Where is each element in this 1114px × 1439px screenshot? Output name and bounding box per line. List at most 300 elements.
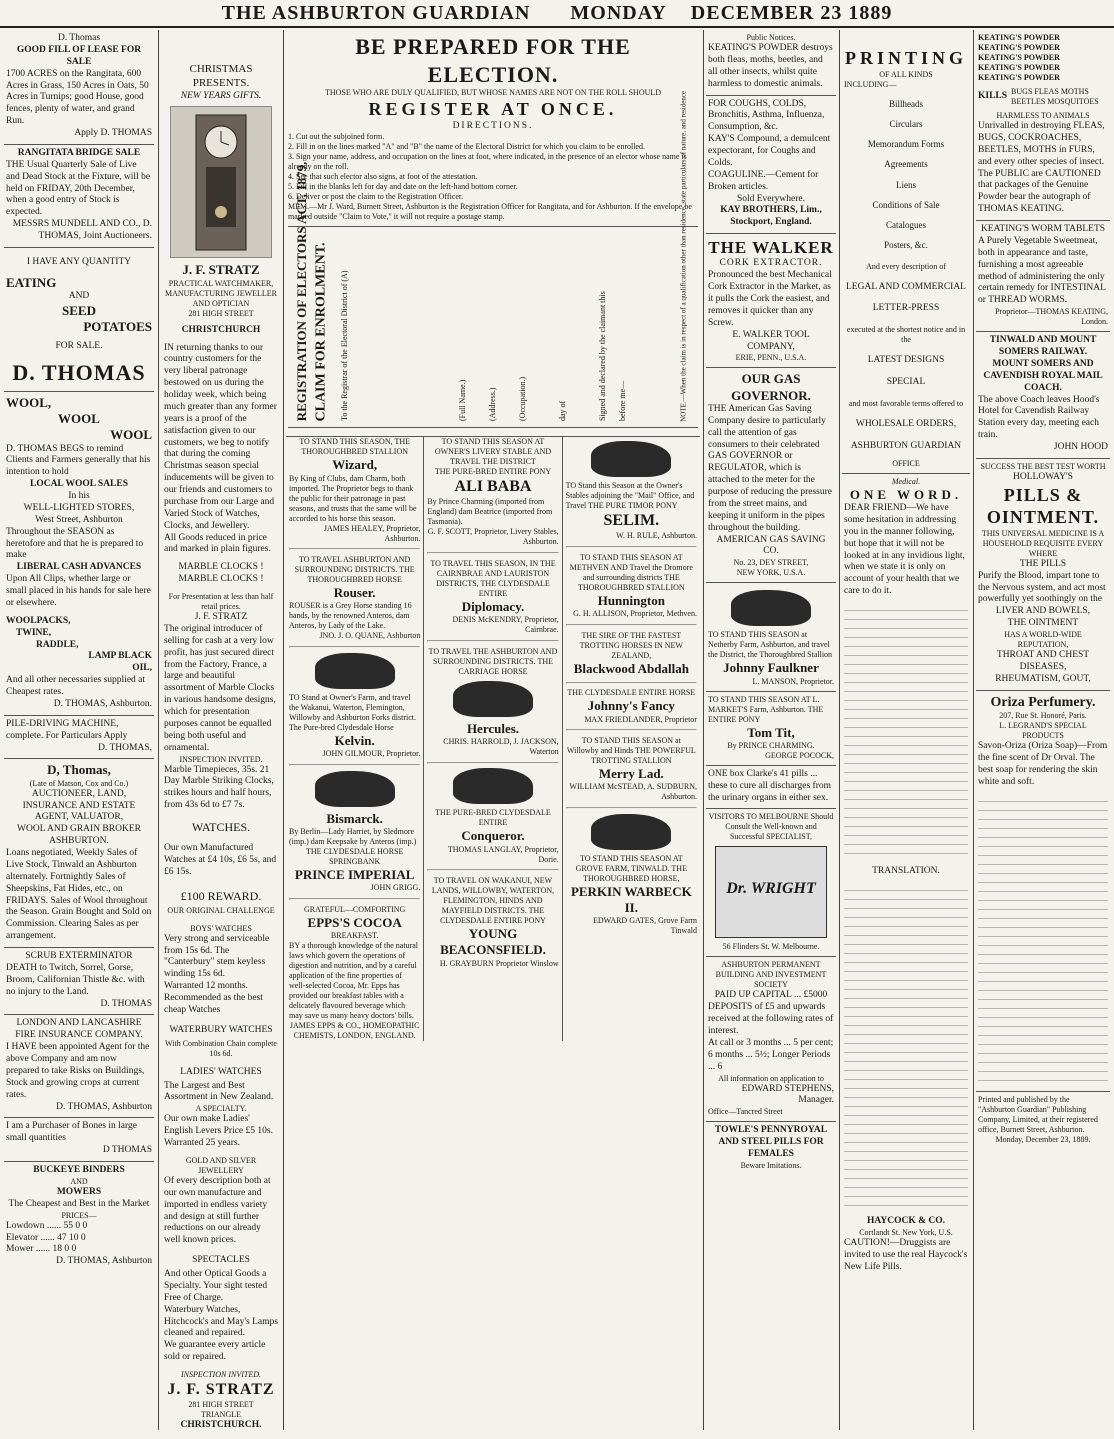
form-field-label: (Full Name.)	[458, 380, 467, 422]
ad-text: BUGS FLEAS MOTHS BEETLES MOSQUITOES	[1011, 87, 1099, 106]
ad-sign: D. THOMAS, Ashburton.	[53, 698, 152, 709]
ad-header: TO TRAVEL ASHBURTON AND SURROUNDING DISTRICTS. THE THOROUGHBRED HORSE	[294, 555, 415, 585]
ad-text: AUCTIONEER, LAND, INSURANCE AND ESTATE AGENT, VALUATOR,	[22, 788, 136, 823]
cork-extractor-ad	[706, 234, 836, 368]
ad-body: The original introducer of selling for cash at a very low profit, has just secured direct from the Factory, France, a large and beautiful assortment of Marble Clocks in various handsome designs, which for presentation purposes cannot be equalled being both useful and ornamental.	[164, 623, 276, 753]
ad-body: Warranted 12 months. Recommended as the best cheap Watches	[164, 981, 263, 1015]
ad-header: TO STAND THIS SEASON AT GROVE FARM, TINWALD. THE THOROUGHBRED HORSE,	[575, 853, 687, 883]
ad-title: TOWLE'S PENNYROYAL AND STEEL PILLS FOR FEMALES	[714, 1125, 828, 1159]
ad-body: Purify the Blood, impart tone to the Nervous system, and act most powerfully yet soothingly on the	[978, 570, 1106, 605]
ad-title: ASHBURTON PERMANENT BUILDING AND INVESTMENT SOCIETY	[715, 960, 827, 990]
horse-name: SELIM.	[603, 512, 660, 530]
ad-header: TO STAND THIS SEASON AT L. MARKET'S Farm, Ashburton. THE ENTIRE PONY	[708, 694, 824, 724]
direction-item: 4. See that such elector also signs, at foot of the attestation.	[288, 172, 478, 182]
price-line: Elevator ...... 47 10 0	[6, 1232, 86, 1243]
haycock-ad	[842, 474, 970, 1278]
ad-subtitle: CORK EXTRACTOR.	[719, 258, 823, 269]
scrub-ad	[4, 948, 154, 1015]
ad-word: FOR SALE.	[55, 341, 103, 352]
ad-text: HARMLESS TO ANIMALS	[996, 111, 1090, 120]
ad-name: J. F. STRATZ	[194, 612, 248, 622]
potatoes-ad	[4, 248, 154, 392]
ad-sign: Apply D. THOMAS	[74, 128, 152, 138]
ad-text: OFFICE	[892, 458, 920, 468]
ad-body: All Goods reduced in price and marked in plain figures.	[164, 532, 271, 555]
ad-sign: WILLIAM McSTEAD, A. SUDBURN, Ashburton.	[569, 782, 697, 802]
bones-ad	[4, 1118, 154, 1162]
ad-text: Throughout the SEASON as heretofore and that he is prepared to make	[6, 526, 144, 561]
horse-name: Rouser.	[333, 585, 376, 601]
tomtit-ad	[706, 692, 836, 766]
ad-sign: Proprietor—THOMAS KEATING, London.	[995, 307, 1108, 327]
printing-ad	[842, 30, 970, 474]
ad-body: COAGULINE.—Cement for Broken articles.	[708, 169, 819, 192]
ad-body: ONE box Clarke's 41 pills ... these to cure all discharges from the urinary organs in either sex.	[708, 768, 832, 803]
dense-text-block	[978, 793, 1108, 1083]
building-society-ad	[706, 957, 836, 1122]
doctor-logo	[715, 846, 827, 938]
ad-header: TO STAND THIS SEASON AT OWNER'S LIVERY STABLE AND TRAVEL THE DISTRICT	[434, 437, 552, 467]
ad-body: Upon All Clips, whether large or small placed in his hands for sale here or elsewhere.	[6, 574, 151, 608]
gas-governor-ad	[706, 368, 836, 583]
ad-body: And other Optical Goods a Specialty. Your sight tested Free of Charge.	[164, 1269, 268, 1303]
ad-text: THIS UNIVERSAL MEDICINE IS A HOUSEHOLD REQUISITE EVERY WHERE	[981, 528, 1105, 558]
ad-word: WOOL	[58, 411, 100, 426]
horse-name: Bismarck.	[326, 810, 383, 826]
insurance-ad	[4, 1015, 154, 1118]
printing-item: Agreements	[884, 159, 928, 170]
form-field-label: before me—	[618, 381, 627, 422]
keatings-line: KEATING'S POWDER	[978, 73, 1060, 82]
horse-name: Hercules.	[466, 720, 520, 736]
ad-sign: JNO. J. O. QUANE, Ashburton	[319, 631, 421, 641]
ad-body: By Prince Charming (imported from England) dam Beatrice (imported from Tasmania).	[427, 497, 553, 527]
horse-name: Blackwood Abdallah	[573, 660, 689, 676]
printing-item: Posters, &c.	[884, 240, 928, 251]
ad-header: VISITORS TO MELBOURNE Should Consult the Well-known and Successful SPECIALIST,	[708, 812, 834, 842]
ad-word: TWINE,	[16, 627, 52, 638]
ad-title: THROAT AND CHEST DISEASES,	[996, 650, 1090, 672]
ad-sign: JAMES HEALEY, Proprietor, Ashburton.	[323, 523, 421, 543]
ad-title: CHRISTCHURCH.	[180, 1420, 262, 1430]
ad-title: PRINTING	[844, 48, 967, 68]
worm-tablets-ad	[976, 221, 1110, 332]
ad-header: THE PURE-BRED CLYDESDALE ENTIRE	[435, 808, 551, 828]
ad-sign: D THOMAS	[102, 1145, 152, 1156]
ad-text: 281 HIGH STREET	[188, 1400, 254, 1409]
ad-header: TO TRAVEL ON WAKANUI, NEW LANDS, WILLOWBY, WATERTON, FLEMINGTON, HINDS AND MAYFIELD DISTRICTS. THE CLYDESDALE ENTIRE PONY	[431, 876, 555, 926]
ad-header: TO TRAVEL THE ASHBURTON AND SURROUNDING DISTRICTS. THE CARRIAGE HORSE	[428, 646, 558, 676]
horse-name: ALI BABA	[454, 478, 532, 496]
keatings-line: KEATING'S POWDER	[978, 33, 1060, 42]
ad-word: SEED	[62, 302, 96, 318]
specialist-ad	[706, 809, 836, 957]
ad-word: OIL,	[132, 663, 152, 674]
ad-text: I HAVE ANY QUANTITY	[26, 256, 132, 267]
ad-title: FOR COUGHS, COLDS, Bronchitis, Asthma, Influenza, Consumption, &c.	[708, 98, 825, 133]
ad-subtitle: HOLLOWAY'S	[1013, 471, 1073, 482]
ad-name: D, Thomas,	[47, 762, 111, 778]
clock-icon	[171, 107, 271, 257]
ad-title: CHRISTCHURCH	[181, 324, 261, 335]
horse-icon	[315, 771, 395, 807]
oriza-ad	[976, 691, 1110, 1092]
ad-body: The Largest and Best Assortment in New Zealand.	[164, 1080, 274, 1103]
ad-title: WATCHES.	[191, 820, 251, 834]
stallion-col-a	[286, 437, 424, 1041]
ad-body: Our own Manufactured Watches at £4 10s, £6 5s, and £6 15s.	[164, 843, 277, 877]
ad-body: Very strong and serviceable from 15s 6d. The "Canterbury" stem keyless winding 15s 6d.	[164, 933, 270, 980]
horse-name: Johnny's Fancy	[587, 698, 675, 714]
ad-sign: H. GRAYBURN Proprietor Winslow	[439, 958, 559, 968]
ad-sign: G. H. ALLISON, Proprietor, Methven.	[573, 609, 697, 619]
ad-header: TO TRAVEL THIS SEASON, IN THE CAIRNBRAE AND LAURISTON DISTRICTS, THE CLYDESDALE ENTIRE	[430, 558, 556, 598]
printing-item: Billheads	[889, 98, 923, 109]
ad-body: D. THOMAS BEGS to remind Clients and Farmers generally that his intention to hold	[6, 443, 151, 478]
ad-title: RHEUMATISM, GOUT,	[995, 673, 1091, 684]
ad-title: LETTER-PRESS	[872, 303, 940, 314]
doctor-name: Dr. WRIGHT	[726, 880, 816, 898]
ad-sign: MESSRS MUNDELL AND CO., D. THOMAS, Joint Auctioneers.	[12, 219, 152, 241]
horse-icon	[591, 814, 671, 850]
ad-header: TO Stand this Season at the Owner's Stables adjoining the "Mail" Office, and Travel THE PURE TIMOR PONY	[565, 481, 695, 511]
ad-name: D. THOMAS	[12, 360, 146, 386]
ad-header: THE SIRE OF THE FASTEST TROTTING HORSES IN NEW ZEALAND,	[579, 630, 683, 660]
ad-subtitle: By PRINCE CHARMING.	[727, 740, 815, 750]
horse-name: PERKIN WARBECK II.	[570, 883, 692, 916]
ad-text: Sold Everywhere.	[736, 193, 806, 204]
ad-title: Oriza Perfumery.	[990, 694, 1096, 710]
horse-icon	[591, 441, 671, 477]
ad-title: OUR GAS GOVERNOR.	[731, 371, 811, 403]
ad-word: EATING	[6, 274, 57, 290]
ad-body: Unrivalled in destroying FLEAS, BUGS, COCKROACHES, BEETLES, MOTHS in FURS, and every other species of insect.	[978, 121, 1105, 167]
ad-title: BOYS' WATCHES	[190, 923, 252, 933]
printing-item: Liens	[896, 179, 916, 190]
stallion-col-c	[563, 437, 700, 1041]
ad-body: DEATH to Twitch, Sorrel, Gorse, Broom, Californian Thistle &c. with no injury to the Land.	[6, 962, 145, 997]
ad-subtitle: OF ALL KINDS	[879, 69, 933, 79]
ad-subtitle: L. LEGRAND'S SPECIAL PRODUCTS	[999, 721, 1087, 741]
form-field-label: day of	[558, 401, 567, 422]
ad-text: And every description of	[866, 261, 946, 271]
ad-text: With Combination Chain complete 10s 6d.	[165, 1038, 277, 1058]
column-6	[976, 30, 1110, 1430]
ad-title: LEGAL AND COMMERCIAL	[846, 281, 966, 292]
keatings-list	[978, 33, 1108, 83]
keatings-line: KEATING'S POWDER	[978, 53, 1060, 62]
ad-title: ASHBURTON GUARDIAN	[850, 440, 962, 451]
ad-body: KEATING'S POWDER destroys both fleas, moths, beetles, and all other insects, whilst quite harmless to domestic animals.	[708, 43, 833, 89]
horse-name: Johnny Faulkner	[723, 660, 819, 676]
ad-text: PRACTICAL WATCHMAKER, MANUFACTURING JEWELLER AND OPTICIAN	[164, 278, 278, 308]
ad-header: Medical.	[891, 476, 921, 486]
printing-item: Conditions of Sale	[872, 199, 940, 210]
ad-body: KAY'S Compound, a demulcent expectorant, for Coughs and Colds.	[708, 134, 831, 168]
ad-sign: D. THOMAS, Ashburton	[56, 1256, 152, 1267]
ad-text: TRIANGLE	[201, 1410, 241, 1419]
ad-title: LONDON AND LANCASHIRE FIRE INSURANCE COMPANY.	[15, 1018, 143, 1041]
ad-word: WOOLPACKS,	[6, 615, 71, 626]
printing-item: Circulars	[889, 118, 923, 129]
register-heading: REGISTER AT ONCE.	[368, 99, 618, 119]
ad-header: THE CLYDESDALE ENTIRE HORSE	[567, 688, 696, 698]
ad-word: WOOL,	[6, 394, 52, 410]
ad-title: TRANSLATION.	[872, 866, 940, 876]
ad-body: By King of Clubs, dam Charm, both imported. The Proprietor begs to thank the public for their patronage in past seasons, and trusts that the same will be accorded to his horse this season.	[289, 473, 417, 523]
masthead-date: DECEMBER 23 1889	[690, 1, 893, 24]
election-notice	[286, 30, 700, 437]
kays-ad	[706, 96, 836, 235]
ad-title: SPECTACLES	[192, 1255, 250, 1266]
ad-body: We guarantee every article sold or repaired.	[164, 1340, 266, 1363]
stallion-ads	[286, 437, 700, 1041]
ad-body: Loans negotiated, Weekly Sales of Live Stock, Tinwald an Ashburton alternately. Fortnightly Sales of Sheepskins, Fat Hides, etc., on FRIDAYS. Sales of Wool throughout the Season. Grain Bought and Sold on Commission. Clearing Sales as per arrangement.	[6, 848, 152, 942]
ad-text: ERIE, PENN., U.S.A.	[735, 353, 807, 363]
ad-title: LOCAL WOOL SALES	[29, 479, 129, 490]
ad-body: 1700 ACRES on the Rangitata, 600 Acres in Grass, 150 Acres in Oats, 50 Acres in Turnips; good House, good fences, plenty of water, and grand Run.	[6, 68, 149, 127]
bridge-sale-ad	[4, 145, 154, 248]
masthead-day: MONDAY	[570, 1, 667, 24]
ad-text: And all other necessaries supplied at Cheapest rates.	[6, 675, 146, 697]
form-field-label: (Address.)	[488, 387, 497, 422]
ad-body: Waterbury Watches, Hitchcock's and May's Lamps cleaned and repaired.	[164, 1304, 278, 1339]
pile-driving-ad	[4, 716, 154, 760]
ad-body: The above Coach leaves Hood's Hotel for Cavendish Railway Station every day, meeting each train.	[978, 394, 1100, 441]
ad-text: WOOL AND GRAIN BROKER	[17, 824, 141, 835]
ad-text: OUR ORIGINAL CHALLENGE	[167, 905, 275, 915]
grandfather-clock-engraving	[170, 106, 272, 258]
ad-text: West Street, Ashburton	[35, 514, 123, 525]
ad-body: BY a thorough knowledge of the natural laws which govern the operations of digestion and nutrition, and by a careful application of the fine properties of well-selected Cocoa, Mr. Epps has provided our breakfast tables with a delicately flavoured beverage which may save us many heavy doctors' bills.	[289, 940, 419, 1020]
printing-item: Catalogues	[886, 220, 926, 230]
ad-body: ROUSER is a Grey Horse standing 16 hands, by the renowned Anteros, dam Anteros, by Lady of the Lake.	[289, 601, 412, 631]
dense-text-block	[844, 602, 968, 862]
ad-sign: D. THOMAS,	[98, 742, 152, 753]
ad-title: GOOD FILL OF LEASE FOR SALE	[16, 44, 142, 67]
direction-item: 2. Fill in on the lines marked "A" and "B" the name of the Electoral District for which you claim to be enrolled.	[288, 142, 645, 152]
ad-text: In his	[68, 491, 90, 501]
column-1	[4, 30, 154, 1430]
column-3	[286, 30, 700, 1430]
ad-title: £100 REWARD.	[180, 888, 262, 903]
ad-body: I HAVE been appointed Agent for the above Company and am now prepared to take Risks on Buildings, Stock and growing crops at current rates.	[6, 1042, 150, 1100]
form-note: NOTE.—When the claim is in respect of a qualification other than residence, state particulars of nature, and residence	[679, 90, 688, 422]
printing-items	[844, 99, 968, 252]
ad-title: PILLS & OINTMENT.	[986, 484, 1100, 528]
horse-name: PRINCE IMPERIAL	[294, 866, 415, 882]
kills-block	[978, 87, 1108, 107]
ad-title: LATEST DESIGNS	[867, 355, 945, 366]
ad-name: J. F. STRATZ	[182, 262, 260, 278]
pills-gift-ad	[706, 766, 836, 810]
ad-text: INSPECTION INVITED.	[181, 1370, 261, 1379]
ad-sign: DENIS McKENDRY, Proprietor, Cairnbrae.	[452, 615, 559, 635]
ad-text: Cortlandt St. New York, U.S.	[859, 1227, 953, 1237]
ad-text: INCLUDING—	[844, 79, 897, 89]
ad-body: THE American Gas Saving Company desire to particularly call the attention of gas consumers to their celebrated GAS GOVERNOR or REGULATOR, which is attached to the meter for the purpose of reducing the pressure from the street mains, and keeping it uniform in the pipes throughout the building.	[708, 403, 832, 533]
ad-body: Savon-Oriza (Oriza Soap)—From the fine scent of Dr Orval. The best soap for rendering the skin white and soft.	[978, 741, 1108, 787]
ad-header: SUCCESS THE BEST TEST WORTH	[980, 461, 1106, 471]
ad-sign: D. THOMAS, Ashburton	[56, 1101, 152, 1112]
price-line: Lowdown ...... 55 0 0	[6, 1220, 88, 1231]
form-field-label: (Occupation.)	[518, 377, 527, 422]
ad-sign: HAYCOCK & CO.	[866, 1215, 946, 1226]
ad-title: GOLD AND SILVER JEWELLERY	[185, 1155, 257, 1175]
ad-text: NEW YORK, U.S.A.	[736, 568, 806, 578]
ad-name: J. F. STRATZ	[167, 1381, 275, 1398]
masthead-title: THE ASHBURTON GUARDIAN	[221, 1, 531, 24]
column-2	[162, 30, 280, 1430]
ad-subtitle: THE PURE-BRED ENTIRE PONY	[434, 467, 552, 477]
ad-sign: EDWARD STEPHENS, Manager.	[741, 1083, 834, 1106]
ad-text: PRICES—	[61, 1210, 97, 1220]
horse-name: Hunnington	[597, 592, 665, 608]
ad-text: and most favorable terms offered to	[848, 399, 964, 408]
auctioneer-ad	[4, 759, 154, 948]
price-line: Mower ...... 18 0 0	[6, 1244, 77, 1255]
ad-title: TINWALD AND MOUNT SOMERS RAILWAY.	[989, 335, 1097, 357]
ad-word: WOOL	[110, 427, 152, 443]
horse-name: Conqueror.	[461, 828, 525, 844]
ad-text: All information on application to	[718, 1073, 824, 1083]
horse-icon	[315, 653, 395, 689]
direction-item: 5. Fill in the blanks left for day and date on the left-hand bottom corner.	[288, 182, 518, 192]
ad-sign: KAY BROTHERS, Lim., Stockport, England.	[720, 205, 822, 228]
form-title: REGISTRATION OF ELECTORS ACT, 1879.	[293, 161, 309, 422]
ad-subtitle: BREAKFAST.	[330, 930, 379, 940]
ad-subtitle: NEW YEARS GIFTS.	[180, 90, 262, 101]
ad-title: MARBLE CLOCKS ! MARBLE CLOCKS !	[178, 562, 264, 585]
ad-text: PAID UP CAPITAL ... £5000	[714, 990, 828, 1001]
ad-header: TO STAND THIS SEASON AT METHVEN AND Travel the Dromore and surrounding districts THE THOROUGHBRED STALLION	[569, 552, 693, 592]
ad-word: AND	[68, 291, 90, 301]
keatings-line: KEATING'S POWDER	[978, 43, 1060, 52]
ad-title: A SPECIALTY.	[195, 1104, 247, 1114]
towle-ad	[706, 1122, 836, 1175]
ad-title: THE WALKER	[708, 238, 834, 258]
keatings-notice	[706, 30, 836, 96]
ad-body: Pronounced the best Mechanical Cork Extractor in the Market, as it pulls the Cork the easiest, and removes it quicker than any Screw.	[708, 270, 832, 328]
dense-text-block	[844, 882, 968, 1212]
masthead	[0, 0, 1114, 28]
ad-body: Of every description both at our own manufacture and imported in endless variety and design at still further reductions on our already well known prices.	[164, 1175, 271, 1246]
ad-header: TO STAND THIS SEASON at Netherby Farm, Ashburton, and travel the District, the Thoroughbred Stallion	[708, 630, 833, 660]
ad-sign: G. F. SCOTT, Proprietor, Livery Stables, Ashburton.	[427, 527, 559, 547]
ad-title: BUCKEYE BINDERS	[33, 1165, 125, 1175]
ad-text: ASHBURTON.	[49, 836, 109, 847]
ad-sign: D. THOMAS	[100, 998, 152, 1009]
ad-text: 56 Flinders St. W. Melbourne.	[722, 942, 820, 952]
ad-body: I am a Purchaser of Bones in large small quantities	[6, 1121, 137, 1144]
ad-body: CAUTION!—Druggists are invited to use the real Haycock's New Life Pills.	[844, 1237, 968, 1272]
ad-title: LIBERAL CASH ADVANCES	[16, 562, 142, 573]
ad-text: (Late of Matson, Cox and Co.)	[29, 778, 129, 788]
direction-memo: MEM.—Mr J. Ward, Burnett Street, Ashburton is the Registration Officer for Rangitata, and for Ashburton. If the envelope be marked outside "Claim to Vote," it will not require a postage stamp.	[288, 202, 692, 222]
ad-title: SPECIAL	[886, 377, 926, 388]
horse-icon	[453, 768, 533, 804]
horse-icon	[453, 681, 533, 717]
direction-item: 1. Cut out the subjoined form.	[288, 132, 385, 142]
ad-title: LADIES' WATCHES	[180, 1066, 262, 1077]
ad-body: DEPOSITS of £5 and upwards received at the following rates of interest.	[708, 1002, 834, 1036]
publisher-imprint: Printed and published by the "Ashburton Guardian" Publishing Company, Limited, at their registered office, Burnett Street, Ashburton.	[978, 1094, 1098, 1134]
ad-sign: JOHN GRIGG.	[370, 883, 421, 893]
ad-title: ONE WORD.	[849, 486, 963, 502]
ad-title: CHRISTMAS PRESENTS.	[189, 63, 253, 89]
ad-header: TO STAND THIS SEASON, THE THOROUGHBRED STALLION	[299, 437, 411, 457]
ad-word: LAMP BLACK	[88, 651, 152, 662]
ad-title: RANGITATA BRIDGE SALE	[17, 147, 141, 158]
ad-text: HAS A WORLD-WIDE REPUTATION,	[1004, 630, 1082, 649]
printing-item: Memorandum Forms	[867, 139, 945, 149]
horse-name: Wizard,	[332, 457, 378, 473]
horse-name: Merry Lad.	[598, 766, 664, 782]
ad-body: PILE-DRIVING MACHINE, complete. For Particulars Apply	[6, 718, 128, 741]
ad-body: A Purely Vegetable Sweetmeat, both in appearance and taste, furnishing a most agreeable method of administering the only certain remedy for INTESTINAL or THREAD WORMS.	[978, 235, 1106, 306]
ad-word: POTATOES	[83, 319, 152, 335]
ad-sign: MAX FRIEDLANDER, Proprietor	[584, 714, 697, 724]
ad-sign: E. WALKER TOOL COMPANY,	[732, 329, 810, 352]
ad-word: RADDLE,	[36, 639, 79, 650]
keatings-powder-ad	[976, 30, 1110, 221]
direction-item: 3. Sign your name, address, and occupation on the lines at foot, where indicated, in the presence of an elector whose name is already on the roll.	[288, 152, 687, 172]
horse-name: YOUNG BEACONSFIELD.	[440, 926, 546, 958]
ad-sign: L. MANSON, Proprietor.	[752, 676, 834, 686]
ad-text: The Cheapest and Best in the Market	[8, 1198, 150, 1209]
ad-sign: W. H. RULE, Ashburton.	[616, 531, 697, 541]
ad-header: TO Stand at Owner's Farm, and travel the Wakanui, Waterton, Flemington, Willowby and Ashburton Forks district. The Pure-bred Clydesdale Horse	[289, 692, 417, 732]
ad-text: executed at the shortest notice and in the	[846, 325, 966, 345]
horse-icon	[731, 590, 811, 626]
stallion-col-b	[424, 437, 562, 1041]
ad-body: At call or 3 months ... 5 per cent; 6 months ... 5½; Longer Periods ... 6	[708, 1037, 834, 1072]
ad-title: THE OINTMENT	[1007, 618, 1079, 629]
coach-ad	[976, 332, 1110, 459]
imprint	[976, 1092, 1110, 1149]
horse-name: Diplomacy.	[461, 598, 525, 614]
holloway-ad	[976, 459, 1110, 691]
ad-body: Our own make Ladies' English Levers Price £5 10s. Warranted 25 years.	[164, 1114, 273, 1148]
form-subtitle: CLAIM FOR ENROLMENT.	[313, 242, 329, 422]
ad-header: GRATEFUL—COMFORTING	[304, 904, 406, 914]
ad-title: LIVER AND BOWELS,	[995, 606, 1091, 617]
ad-body: IN returning thanks to our country customers for the very liberal patronage bestowed on us during the holiday week, which being much greater than any former years is a proof of the satisfaction given to our customers, we beg to notify that during the coming Christmas season special inducements will be given to our friends and customers to purchase from our Large and Varied Stock of Watches, Clocks, and Jewellery.	[164, 342, 277, 531]
ad-title: THE PILLS	[1019, 558, 1067, 569]
ad-body: THE Usual Quarterly Sale of Live and Dead Stock at the Fixture, will be held on FRIDAY, 20th December, when a good entry of Stock is expected.	[6, 159, 151, 218]
direction-item: 6. Deliver or post the claim to the Registration Officer.	[288, 192, 464, 202]
ad-title: WHOLESALE ORDERS,	[855, 419, 957, 429]
ad-text: Office—Tancred Street	[708, 1107, 783, 1117]
ad-sign: EDWARD GATES, Grove Farm Tinwald	[592, 916, 697, 936]
ad-sign: AMERICAN GAS SAVING CO.	[716, 534, 826, 557]
ad-sign: JOHN HOOD	[1053, 442, 1108, 452]
ad-text: Beware Imitations.	[740, 1160, 802, 1170]
ad-title: WATERBURY WATCHES	[169, 1024, 273, 1035]
ad-text: For Presentation at less than half retail prices.	[168, 592, 274, 611]
ad-body: The PUBLIC are CAUTIONED that packages of the Genuine Powder bear the autograph of THOMAS KEATING.	[978, 168, 1101, 215]
ad-sign: GEORGE POCOCK,	[765, 750, 834, 760]
ad-body: Marble Timepieces, 35s. 21 Day Marble Striking Clocks, strikes hours and half hours, from 43s 6d to £7 7s.	[164, 764, 274, 811]
ad-text: No. 23, DEY STREET,	[733, 558, 809, 568]
ad-header: TO STAND THIS SEASON at Willowby and Hinds THE POWERFUL TROTTING STALLION	[566, 736, 696, 766]
ad-body: DEAR FRIEND—We have some hesitation in addressing you in the manner following, but hope that it will not be looked at in any invidious light, when we state it is only on account of your health that we care to do it.	[844, 503, 965, 597]
stratz-ad	[162, 30, 280, 1430]
column-4	[706, 30, 836, 1430]
wool-sales-ad	[4, 392, 154, 716]
publication-date: Monday, December 23, 1889.	[995, 1134, 1091, 1144]
ad-text: WELL-LIGHTED STORES,	[23, 502, 135, 513]
